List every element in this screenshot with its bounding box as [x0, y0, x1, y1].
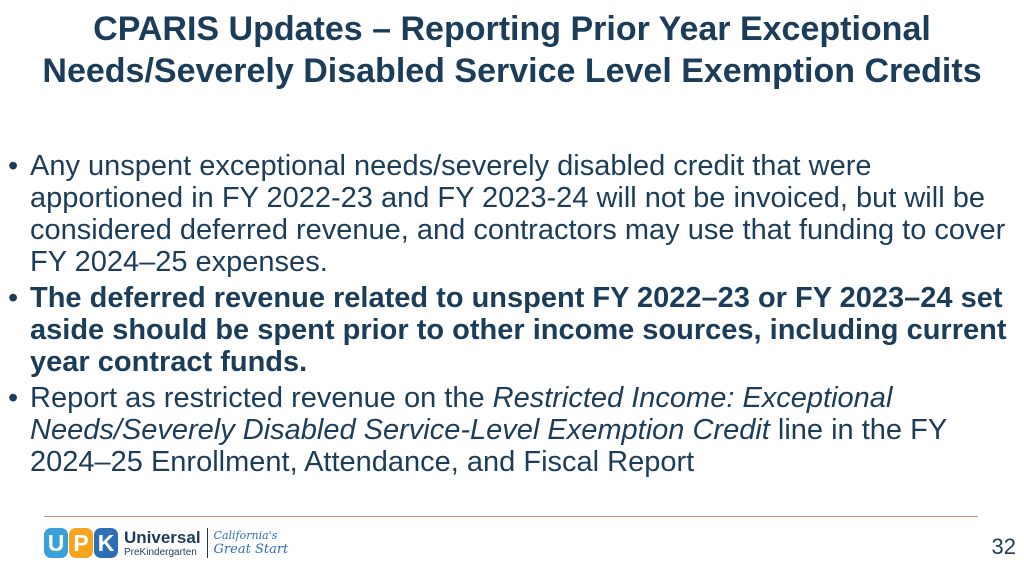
bullet-text-prefix: Report as restricted revenue on the — [30, 382, 493, 414]
bullet-text-italic: Restricted Income: Exceptional Needs/Severely Disabled Service-Level Exemption Credit — [30, 382, 893, 446]
logo-tagline-line1: California's — [213, 529, 278, 542]
page-number: 32 — [991, 534, 1016, 559]
bullet-text: Any unspent exceptional needs/severely disabled credit that were apportioned in FY 2022-23 and FY 2023-24 will not be invoiced, but will be considered deferred revenue, and contractors may use that funding to cover FY 2024–25 expenses. — [30, 150, 1006, 278]
logo-letter-u: U — [44, 528, 68, 558]
logo-tagline-line2: Great Start — [213, 542, 289, 557]
bullet-marker: • — [8, 282, 19, 314]
upk-logo — [44, 522, 288, 564]
logo-letter-p: P — [69, 528, 93, 558]
footer-divider — [44, 516, 978, 517]
bullet-list — [8, 150, 1020, 482]
bullet-item-3 — [8, 382, 1020, 478]
slide-title: CPARIS Updates – Reporting Prior Year Exceptional Needs/Severely Disabled Service Level Exemption Credits — [42, 10, 982, 90]
bullet-text-suffix: line in the FY 2024–25 Enrollment, Attendance, and Fiscal Report — [30, 414, 947, 478]
logo-letter-k: K — [94, 528, 118, 558]
logo-line-universal: Universal — [124, 527, 201, 547]
logo-tagline — [214, 530, 289, 556]
logo-wordmark — [124, 529, 201, 558]
bullet-item-2 — [8, 282, 1020, 378]
logo-line-prekindergarten: PreKindergarten — [124, 546, 197, 558]
logo-separator — [207, 528, 208, 558]
bullet-text-bold: The deferred revenue related to unspent FY 2022–23 or FY 2023–24 set aside should be spent prior to other income sources, including current year contract funds. — [30, 282, 1007, 378]
bullet-marker: • — [8, 150, 19, 182]
bullet-item-1 — [8, 150, 1020, 278]
bullet-marker: • — [8, 382, 19, 414]
